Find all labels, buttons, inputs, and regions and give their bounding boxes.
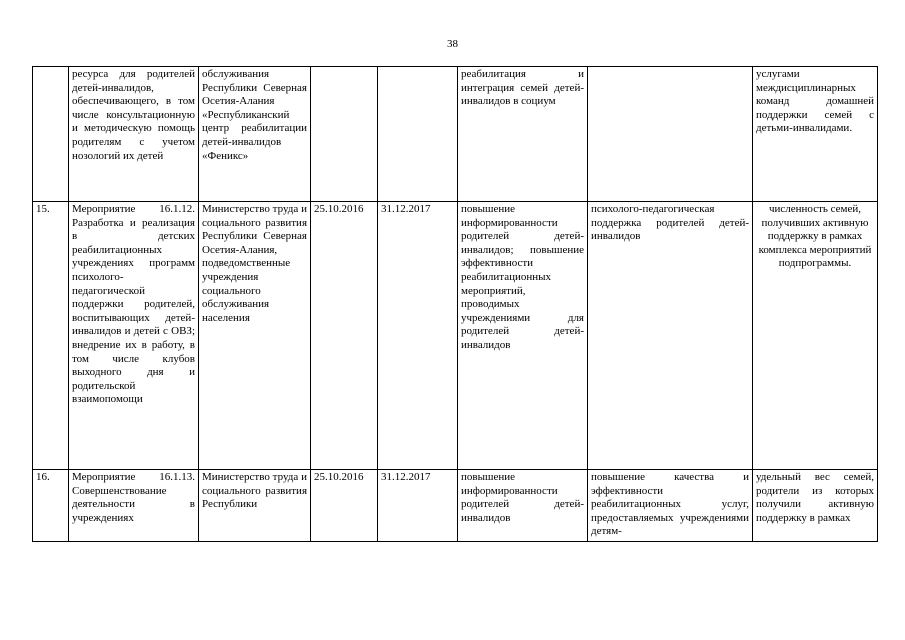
direction-cell bbox=[588, 67, 753, 202]
event-cell: Мероприятие 16.1.12. Разработка и реализация в детских реабилитационных учреждениях программ психолого-педагогической поддержки родителей, воспитывающих детей-инвалидов и детей с ОВЗ; внедрение их в работу, в том числе клубов выходного дня и родительской взаимопомощи bbox=[69, 202, 199, 470]
end-date-cell bbox=[378, 67, 458, 202]
event-cell: ресурса для родителей детей-инвалидов, обеспечивающего, в том числе консультационную и методическую помощь родителям с учетом нозологий их детей bbox=[69, 67, 199, 202]
direction-cell: психолого-педагогическая поддержка родителей детей-инвалидов bbox=[588, 202, 753, 470]
row-number: 15. bbox=[33, 202, 69, 470]
start-date-cell: 25.10.2016 bbox=[311, 202, 378, 470]
row-number bbox=[33, 67, 69, 202]
table-row bbox=[33, 470, 878, 542]
executor-cell: Министерство труда и социального развития Республики bbox=[199, 470, 311, 542]
event-cell: Мероприятие 16.1.13. Совершенствование деятельности в учреждениях bbox=[69, 470, 199, 542]
indicator-cell: услугами междисциплинарных команд домашней поддержки семей с детьми-инвалидами. bbox=[753, 67, 878, 202]
direction-cell: повышение качества и эффективности реабилитационных услуг, предоставляемых учреждениями детям- bbox=[588, 470, 753, 542]
indicator-cell: численность семей, получивших активную поддержку в рамках комплекса мероприятий подпрограммы. bbox=[753, 202, 878, 470]
end-date-cell: 31.12.2017 bbox=[378, 470, 458, 542]
result-cell: повышение информированности родителей детей-инвалидов; повышение эффективности реабилитационных мероприятий, проводимых учреждениями для родителей детей-инвалидов bbox=[458, 202, 588, 470]
table-row bbox=[33, 202, 878, 470]
executor-cell: обслуживания Республики Северная Осетия-Алания «Республиканский центр реабилитации детей-инвалидов «Феникс» bbox=[199, 67, 311, 202]
start-date-cell bbox=[311, 67, 378, 202]
executor-cell: Министерство труда и социального развития Республики Северная Осетия-Алания, подведомственные учреждения социального обслуживания населения bbox=[199, 202, 311, 470]
result-cell: повышение информированности родителей детей-инвалидов bbox=[458, 470, 588, 542]
end-date-cell: 31.12.2017 bbox=[378, 202, 458, 470]
start-date-cell: 25.10.2016 bbox=[311, 470, 378, 542]
result-cell: реабилитация и интеграция семей детей-инвалидов в социум bbox=[458, 67, 588, 202]
page-number: 38 bbox=[447, 38, 458, 50]
indicator-cell: удельный вес семей, родители из которых получили активную поддержку в рамках bbox=[753, 470, 878, 542]
table-row bbox=[33, 67, 878, 202]
activities-table bbox=[32, 66, 878, 542]
row-number: 16. bbox=[33, 470, 69, 542]
